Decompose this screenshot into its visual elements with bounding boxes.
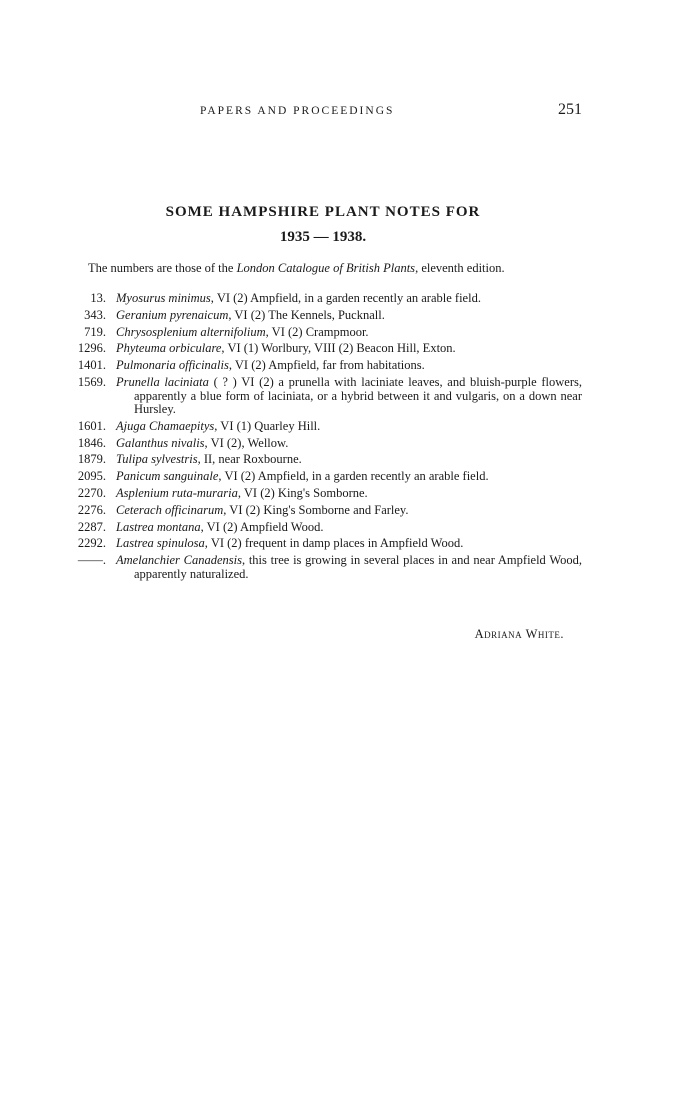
species-name: Ceterach officinarum [116, 502, 224, 517]
entry-number: 13. [90, 291, 106, 305]
species-name: Tulipa sylvestris [116, 452, 198, 467]
plant-list [62, 292, 582, 585]
intro-prefix: The numbers are those of the [88, 261, 237, 275]
running-head: PAPERS AND PROCEEDINGS [200, 105, 395, 117]
entry-text: , VI (2) Ampfield, far from habitations. [228, 358, 425, 373]
list-item [62, 487, 582, 501]
entry-number: 1846. [77, 435, 106, 450]
species-name: Panicum sanguinale [116, 469, 219, 484]
entry-text: , VI (2), Wellow. [204, 435, 289, 450]
entry-number: 2276. [77, 502, 106, 517]
entry-text: , VI (1) Quarley Hill. [214, 418, 321, 433]
species-name: Amelanchier Canadensis [116, 553, 242, 568]
list-item [62, 376, 582, 417]
list-item [62, 470, 582, 484]
species-name: Lastrea montana [116, 519, 201, 534]
species-name: Lastrea spinulosa [116, 536, 205, 551]
entry-number: 1569. [77, 374, 106, 389]
list-item [62, 309, 582, 323]
intro-suffix: , eleventh edition. [415, 261, 505, 275]
list-item [62, 342, 582, 356]
list-item [62, 554, 582, 581]
list-item [62, 326, 582, 340]
entry-text: , VI (2) Crampmoor. [265, 324, 369, 339]
list-item [62, 437, 582, 451]
entry-text: , this tree is growing in several places in and near Ampfield Wood, apparently naturalized. [134, 553, 582, 581]
entry-text: , VI (2) Ampfield, in a garden recently an arable field. [210, 291, 481, 305]
entry-text: , VI (2) King's Somborne. [237, 486, 368, 500]
entry-number: 2287. [77, 519, 106, 534]
species-name: Phyteuma orbiculare [116, 341, 222, 356]
intro-paragraph [80, 261, 580, 275]
entry-number: 1401. [77, 358, 106, 373]
list-item [62, 521, 582, 535]
entry-text: ( ? ) VI (2) a prunella with laciniate leaves, and bluish-purple flowers, apparently a blue form of laciniata, or a hybrid between it and vulgaris, on a down near Hursley. [134, 374, 582, 417]
list-item [62, 359, 582, 373]
species-name: Galanthus nivalis [116, 435, 205, 450]
species-name: Asplenium ruta-muraria [116, 486, 238, 500]
entry-text: , II, near Roxbourne. [197, 452, 302, 467]
list-item [62, 292, 582, 306]
entry-text: , VI (2) Ampfield, in a garden recently an arable field. [218, 469, 489, 484]
page-number: 251 [558, 101, 582, 118]
entry-text: , VI (2) Ampfield Wood. [200, 519, 324, 534]
entry-number: 719. [84, 324, 106, 339]
entry-text: , VI (1) Worlbury, VIII (2) Beacon Hill, Exton. [221, 341, 456, 356]
list-item [62, 453, 582, 467]
article-years: 1935 — 1938. [279, 229, 367, 245]
list-item [62, 537, 582, 551]
species-name: Geranium pyrenaicum [116, 307, 229, 322]
article-title: SOME HAMPSHIRE PLANT NOTES FOR [165, 204, 481, 220]
page-header [88, 101, 582, 123]
entry-number: 2270. [77, 486, 106, 500]
entry-number: ——. [77, 553, 106, 568]
author-signature: Adriana White. [474, 627, 564, 641]
entry-text: , VI (2) The Kennels, Pucknall. [228, 307, 385, 322]
entry-number: 2095. [77, 469, 106, 484]
intro-catalogue-title: London Catalogue of British Plants [236, 261, 416, 275]
list-item [62, 420, 582, 434]
species-name: Chrysosplenium alternifolium [116, 324, 266, 339]
list-item [62, 504, 582, 518]
entry-number: 1296. [77, 341, 106, 356]
species-name: Myosurus minimus [116, 291, 211, 305]
species-name: Ajuga Chamaepitys [116, 418, 215, 433]
species-name: Prunella laciniata [116, 374, 209, 389]
entry-number: 1601. [77, 418, 106, 433]
entry-number: 2292. [77, 536, 106, 551]
entry-text: , VI (2) frequent in damp places in Ampfield Wood. [204, 536, 464, 551]
entry-number: 343. [84, 307, 106, 322]
entry-number: 1879. [77, 452, 106, 467]
species-name: Pulmonaria officinalis [116, 358, 229, 373]
entry-text: , VI (2) King's Somborne and Farley. [223, 502, 409, 517]
